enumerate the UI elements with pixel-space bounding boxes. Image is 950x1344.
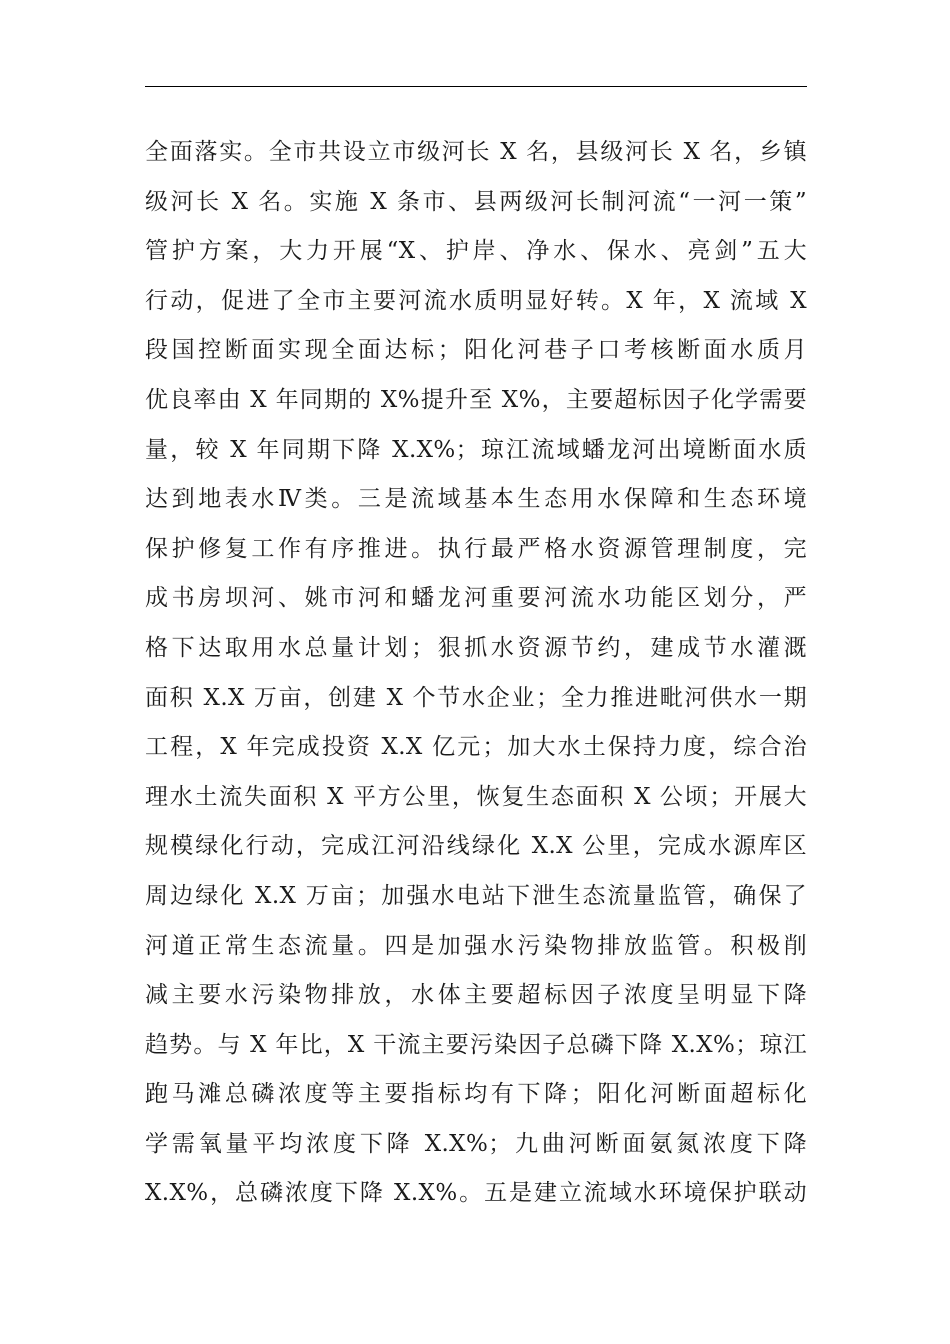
text-line: 段国控断面实现全面达标；阳化河巷子口考核断面水质月 [145, 337, 807, 364]
text-line: 周边绿化 X.X 万亩；加强水电站下泄生态流量监管，确保了 [145, 882, 807, 909]
text-line: 学需氧量平均浓度下降 X.X%；九曲河断面氨氮浓度下降 [145, 1130, 807, 1157]
text-line: 河道正常生态流量。四是加强水污染物排放监管。积极削 [145, 932, 807, 959]
header-rule [145, 86, 807, 87]
text-line: 跑马滩总磷浓度等主要指标均有下降；阳化河断面超标化 [145, 1081, 807, 1108]
text-line: 面积 X.X 万亩，创建 X 个节水企业；全力推进毗河供水一期 [145, 684, 807, 711]
text-line: 趋势。与 X 年比，X 干流主要污染因子总磷下降 X.X%；琼江 [145, 1031, 807, 1058]
text-line: 级河长 X 名。实施 X 条市、县两级河长制河流“一河一策” [145, 188, 807, 215]
text-line: 全面落实。全市共设立市级河长 X 名，县级河长 X 名，乡镇 [145, 139, 807, 165]
text-line: 行动，促进了全市主要河流水质明显好转。X 年，X 流域 X [145, 287, 807, 314]
text-line: 管护方案，大力开展“X、护岸、净水、保水、亮剑”五大 [145, 238, 807, 265]
text-line: X.X%，总磷浓度下降 X.X%。五是建立流域水环境保护联动 [145, 1180, 807, 1207]
text-line: 理水土流失面积 X 平方公里，恢复生态面积 X 公顷；开展大 [145, 783, 807, 810]
text-line: 减主要水污染物排放，水体主要超标因子浓度呈明显下降 [145, 982, 807, 1009]
text-line: 规模绿化行动，完成江河沿线绿化 X.X 公里，完成水源库区 [145, 833, 807, 860]
text-line: 优良率由 X 年同期的 X%提升至 X%，主要超标因子化学需要 [145, 386, 807, 413]
text-line: 工程，X 年完成投资 X.X 亿元；加大水土保持力度，综合治 [145, 734, 807, 761]
text-line: 成书房坝河、姚市河和蟠龙河重要河流水功能区划分，严 [145, 585, 807, 612]
text-line: 达到地表水Ⅳ类。三是流域基本生态用水保障和生态环境 [145, 486, 807, 513]
text-line: 格下达取用水总量计划；狠抓水资源节约，建成节水灌溉 [145, 634, 807, 661]
text-line: 保护修复工作有序推进。执行最严格水资源管理制度，完 [145, 535, 807, 562]
body-paragraph [145, 128, 807, 1219]
text-line: 量，较 X 年同期下降 X.X%；琼江流域蟠龙河出境断面水质 [145, 436, 807, 463]
